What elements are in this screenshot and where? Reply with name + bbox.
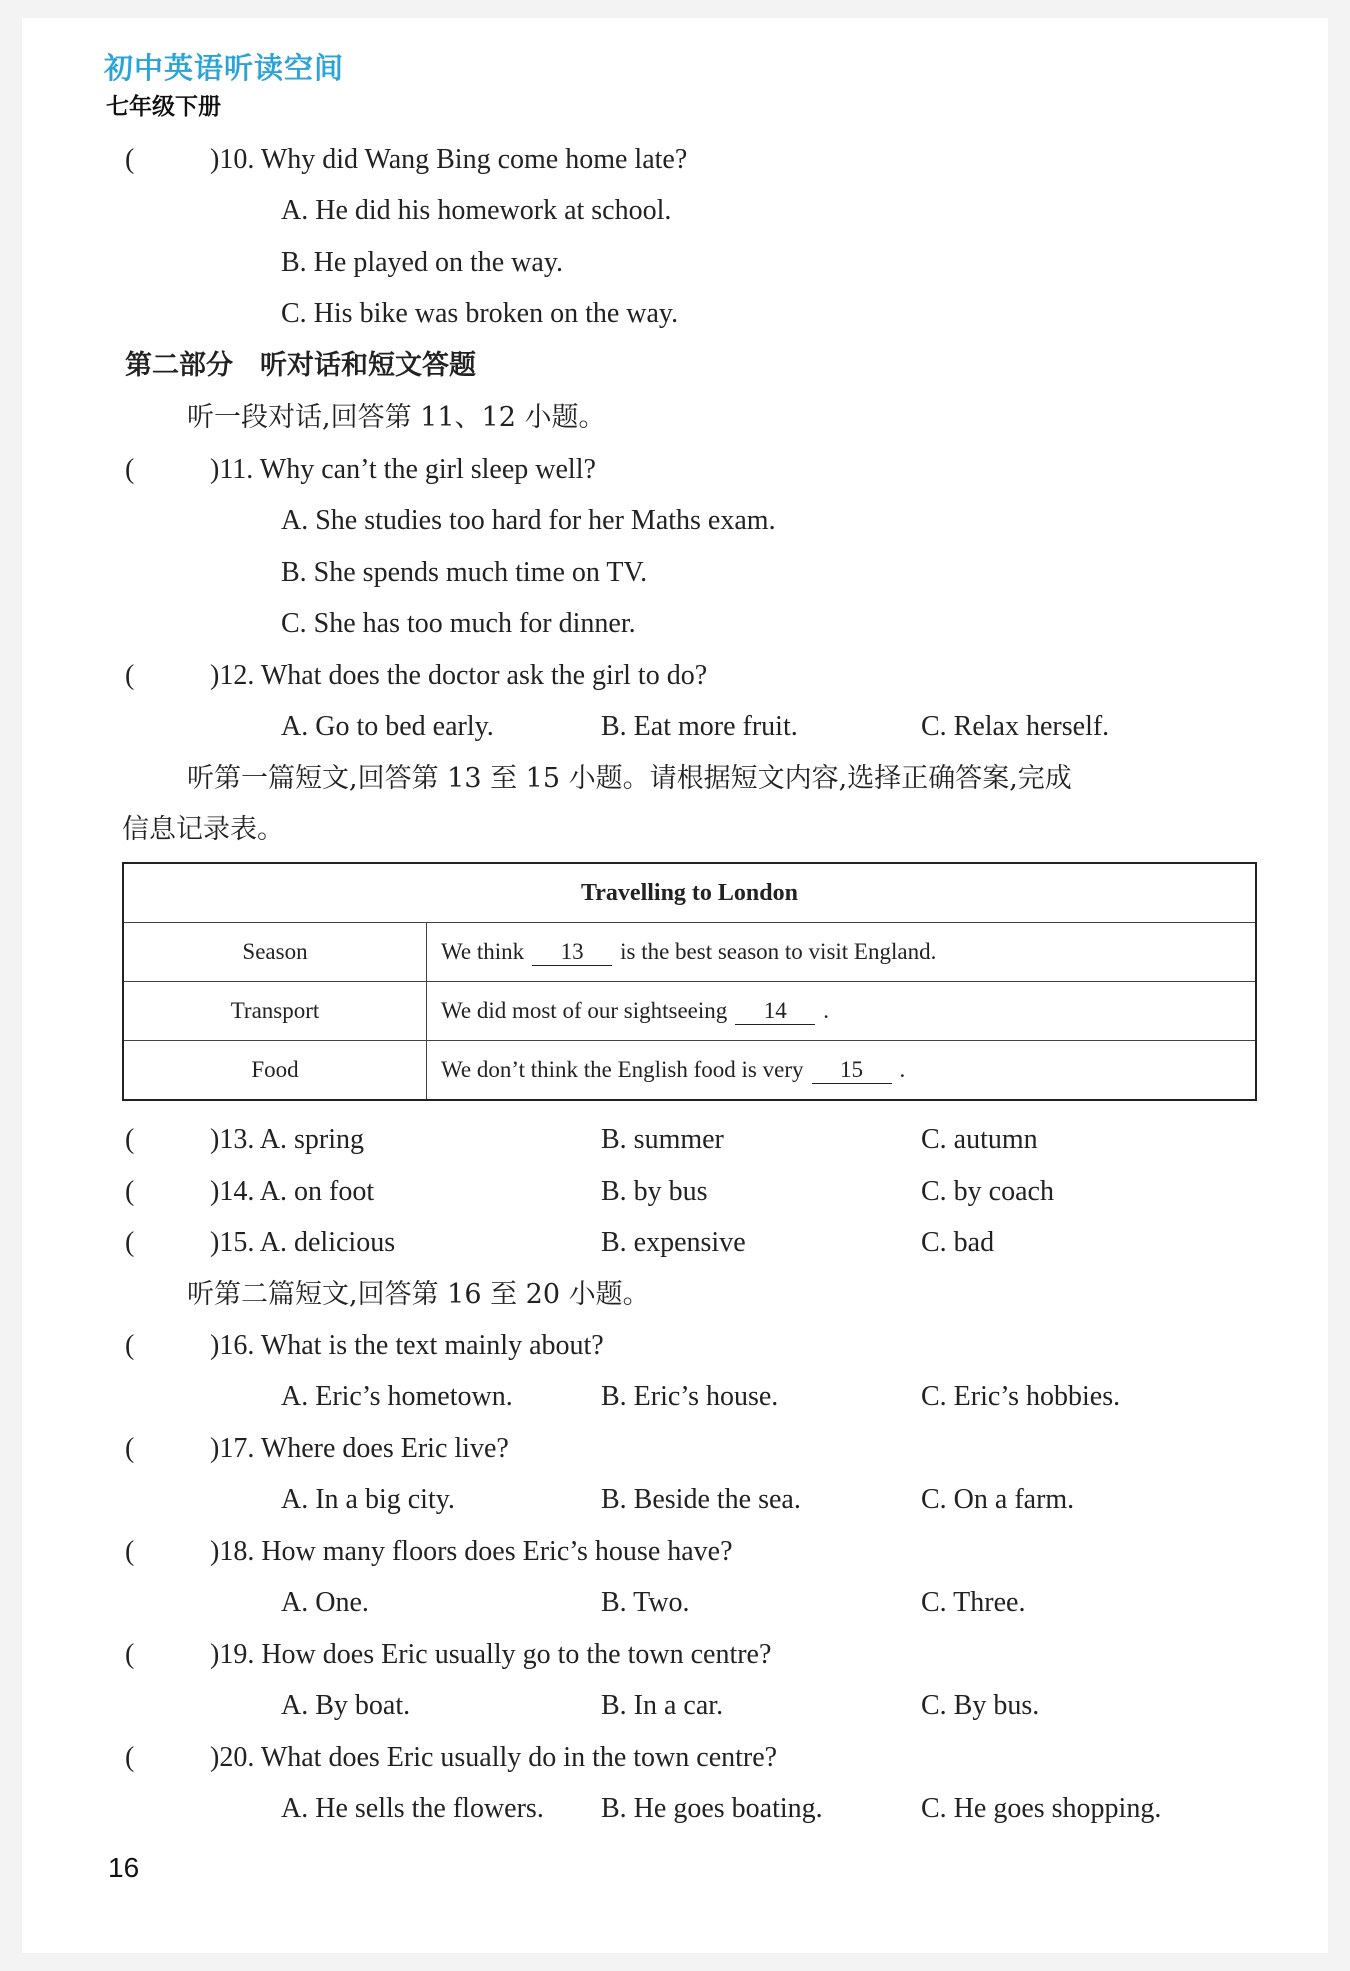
row-text-post: . bbox=[823, 997, 830, 1023]
question-14: )14. A. on foot bbox=[210, 1176, 375, 1207]
row-text-post: . bbox=[899, 1056, 906, 1082]
q16-option-b: B. Eric’s house. bbox=[601, 1381, 779, 1412]
question-12: )12. What does the doctor ask the girl to do? bbox=[210, 660, 708, 691]
q10-option-a: A. He did his homework at school. bbox=[281, 195, 672, 226]
q18-option-a: A. One. bbox=[281, 1587, 369, 1618]
book-brand-title: 初中英语听读空间 bbox=[104, 51, 345, 85]
question-18: )18. How many floors does Eric’s house have? bbox=[210, 1536, 733, 1567]
answer-paren-10[interactable]: ( bbox=[125, 144, 135, 175]
instruction-dialogue: 听一段对话,回答第 11、12 小题。 bbox=[187, 402, 606, 433]
question-15: )15. A. delicious bbox=[210, 1227, 396, 1258]
row-text-pre: We think bbox=[441, 938, 525, 964]
answer-paren-16[interactable]: ( bbox=[125, 1330, 135, 1361]
q13-option-c: C. autumn bbox=[921, 1124, 1038, 1155]
q19-option-b: B. In a car. bbox=[601, 1690, 724, 1721]
question-10: )10. Why did Wang Bing come home late? bbox=[210, 144, 688, 175]
answer-paren-12[interactable]: ( bbox=[125, 660, 135, 691]
row-text-pre: We don’t think the English food is very bbox=[441, 1056, 804, 1082]
question-17: )17. Where does Eric live? bbox=[210, 1433, 509, 1464]
q18-option-c: C. Three. bbox=[921, 1587, 1026, 1618]
info-record-table bbox=[122, 862, 1257, 1101]
question-20: )20. What does Eric usually do in the town centre? bbox=[210, 1742, 778, 1773]
answer-paren-18[interactable]: ( bbox=[125, 1536, 135, 1567]
answer-paren-20[interactable]: ( bbox=[125, 1742, 135, 1773]
table-row-transport bbox=[123, 982, 1256, 1041]
q16-option-a: A. Eric’s hometown. bbox=[281, 1381, 513, 1412]
q12-option-a: A. Go to bed early. bbox=[281, 711, 494, 742]
q15-option-c: C. bad bbox=[921, 1227, 995, 1258]
q19-option-c: C. By bus. bbox=[921, 1690, 1040, 1721]
q17-option-c: C. On a farm. bbox=[921, 1484, 1075, 1515]
table-row-season bbox=[123, 923, 1256, 982]
row-content bbox=[427, 923, 1257, 982]
question-19: )19. How does Eric usually go to the town centre? bbox=[210, 1639, 772, 1670]
page-number: 16 bbox=[108, 1852, 140, 1883]
q16-option-c: C. Eric’s hobbies. bbox=[921, 1381, 1121, 1412]
q13-option-b: B. summer bbox=[601, 1124, 724, 1155]
q20-option-c: C. He goes shopping. bbox=[921, 1793, 1162, 1824]
q19-option-a: A. By boat. bbox=[281, 1690, 411, 1721]
instruction-passage1-line1: 听第一篇短文,回答第 13 至 15 小题。请根据短文内容,选择正确答案,完成 bbox=[187, 763, 1072, 794]
q17-option-b: B. Beside the sea. bbox=[601, 1484, 801, 1515]
grade-label: 七年级下册 bbox=[106, 93, 221, 120]
instruction-passage2: 听第二篇短文,回答第 16 至 20 小题。 bbox=[187, 1279, 650, 1310]
q10-option-b: B. He played on the way. bbox=[281, 247, 563, 278]
answer-paren-14[interactable]: ( bbox=[125, 1176, 135, 1207]
row-label: Season bbox=[123, 923, 427, 982]
q15-option-b: B. expensive bbox=[601, 1227, 746, 1258]
q11-option-a: A. She studies too hard for her Maths exam. bbox=[281, 505, 776, 536]
q20-option-a: A. He sells the flowers. bbox=[281, 1793, 544, 1824]
q12-option-b: B. Eat more fruit. bbox=[601, 711, 798, 742]
table-row-food bbox=[123, 1041, 1256, 1101]
blank-15[interactable]: 15 bbox=[812, 1057, 892, 1084]
row-content bbox=[427, 982, 1257, 1041]
row-content bbox=[427, 1041, 1257, 1101]
row-text-pre: We did most of our sightseeing bbox=[441, 997, 728, 1023]
table-title: Travelling to London bbox=[123, 863, 1256, 923]
answer-paren-13[interactable]: ( bbox=[125, 1124, 135, 1155]
q17-option-a: A. In a big city. bbox=[281, 1484, 455, 1515]
q18-option-b: B. Two. bbox=[601, 1587, 690, 1618]
blank-13[interactable]: 13 bbox=[532, 939, 612, 966]
answer-paren-17[interactable]: ( bbox=[125, 1433, 135, 1464]
row-text-post: is the best season to visit England. bbox=[620, 938, 937, 964]
question-16: )16. What is the text mainly about? bbox=[210, 1330, 604, 1361]
row-label: Transport bbox=[123, 982, 427, 1041]
blank-14[interactable]: 14 bbox=[735, 998, 815, 1025]
q11-option-b: B. She spends much time on TV. bbox=[281, 557, 648, 588]
q12-option-c: C. Relax herself. bbox=[921, 711, 1110, 742]
section-title-part2: 第二部分 听对话和短文答题 bbox=[125, 350, 476, 381]
question-11: )11. Why can’t the girl sleep well? bbox=[210, 454, 596, 485]
q10-option-c: C. His bike was broken on the way. bbox=[281, 298, 679, 329]
answer-paren-19[interactable]: ( bbox=[125, 1639, 135, 1670]
q14-option-c: C. by coach bbox=[921, 1176, 1054, 1207]
row-label: Food bbox=[123, 1041, 427, 1101]
q14-option-b: B. by bus bbox=[601, 1176, 708, 1207]
q20-option-b: B. He goes boating. bbox=[601, 1793, 823, 1824]
instruction-passage1-line2: 信息记录表。 bbox=[122, 814, 284, 845]
answer-paren-15[interactable]: ( bbox=[125, 1227, 135, 1258]
question-13: )13. A. spring bbox=[210, 1124, 364, 1155]
q11-option-c: C. She has too much for dinner. bbox=[281, 608, 636, 639]
answer-paren-11[interactable]: ( bbox=[125, 454, 135, 485]
